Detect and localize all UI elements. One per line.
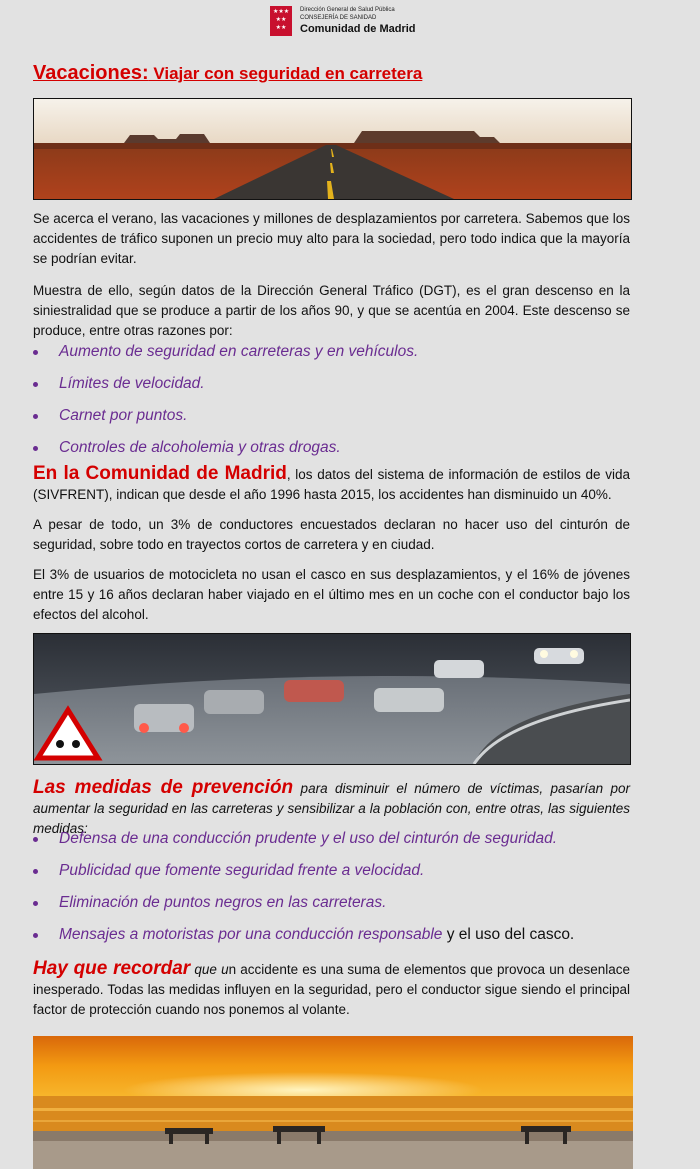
bullet-dot-icon <box>33 382 38 387</box>
remember-text: n accidente es una suma de elementos que provoca un desenlace inesperado. Todas las medidas influyen en la seguridad, pero el conductor sigue siendo el principal factor de protección cuando nos ponemos al volante. <box>33 962 630 1017</box>
list-item: Publicidad que fomente seguridad frente a velocidad. <box>33 860 653 892</box>
logo-line1: Dirección General de Salud Pública <box>300 7 395 13</box>
madrid-flag-icon: ★★★ ★★ ★★ <box>270 6 292 36</box>
remember-lead: que u <box>190 962 229 977</box>
list-item: Eliminación de puntos negros en las carreteras. <box>33 892 653 924</box>
list-item: Defensa de una conducción prudente y el uso del cinturón de seguridad. <box>33 828 653 860</box>
madrid-p1: , los datos del sistema de información de estilos de vida (SIVFRENT), indican que desde el año 1996 hasta 2015, los accidentes han disminuido un 40%. <box>33 467 630 502</box>
intro-p1: Se acerca el verano, las vacaciones y millones de desplazamientos por carretera. Sabemos que los accidentes de tráfico suponen un precio muy alto para la sociedad, pero todo indica que la mayoría se podrían evitar. <box>33 211 630 266</box>
title-part1: Vacaciones: <box>33 62 149 84</box>
page-title <box>33 62 422 85</box>
remember-heading: Hay que recordar <box>33 958 191 979</box>
prevention-text: para disminuir el número de víctimas, pasarían por aumentar la seguridad en las carreteras y sensibilizar a la población con, entre otras, las siguientes medidas: <box>33 781 630 836</box>
logo-org: Comunidad de Madrid <box>300 23 416 35</box>
measures-list <box>33 828 653 956</box>
sunset-sea-image <box>33 1036 633 1169</box>
bullet-dot-icon <box>33 350 38 355</box>
bullet-dot-icon <box>33 837 38 842</box>
list-item: Aumento de seguridad en carreteras y en vehículos. <box>33 341 653 373</box>
measures-tail: y el uso del casco. <box>442 926 575 943</box>
bullet-dot-icon <box>33 869 38 874</box>
madrid-p3: El 3% de usuarios de motocicleta no usan el casco en sus desplazamientos, y el 16% de jóvenes entre 15 y 16 años declaran haber viajado en el último mes en un coche con el conductor bajo los efectos del alcohol. <box>33 567 630 622</box>
comunidad-madrid-logo <box>270 4 430 40</box>
list-item: Límites de velocidad. <box>33 373 653 405</box>
intro-p2: Muestra de ello, según datos de la Dirección General Tráfico (DGT), es el gran descenso en la siniestralidad que se produce a partir de los años 90, y que se acentúa en 2004. Este descenso se produce, entre otras razones por: <box>33 283 630 338</box>
intro-text <box>33 209 630 341</box>
bullet-dot-icon <box>33 901 38 906</box>
prevention-heading: Las medidas de prevención <box>33 777 294 798</box>
logo-line2: CONSEJERÍA DE SANIDAD <box>300 15 377 21</box>
madrid-heading: En la Comunidad de Madrid <box>33 463 287 484</box>
desert-road-image <box>33 98 632 200</box>
night-traffic-image <box>33 633 631 765</box>
madrid-p2: A pesar de todo, un 3% de conductores encuestados declaran no hacer uso del cinturón de seguridad, sobre todo en trayectos cortos de carretera y en ciudad. <box>33 517 630 552</box>
list-item: Carnet por puntos. <box>33 405 653 437</box>
bullet-dot-icon <box>33 446 38 451</box>
title-part2: Viajar con seguridad en carretera <box>148 64 423 83</box>
list-item: Controles de alcoholemia y otras drogas. <box>33 437 653 469</box>
list-item: Mensajes a motoristas por una conducción responsable y el uso del casco. <box>33 924 653 956</box>
remember-section <box>33 959 630 1020</box>
bullet-dot-icon <box>33 414 38 419</box>
reasons-list <box>33 341 653 469</box>
bullet-dot-icon <box>33 933 38 938</box>
madrid-section <box>33 464 630 625</box>
